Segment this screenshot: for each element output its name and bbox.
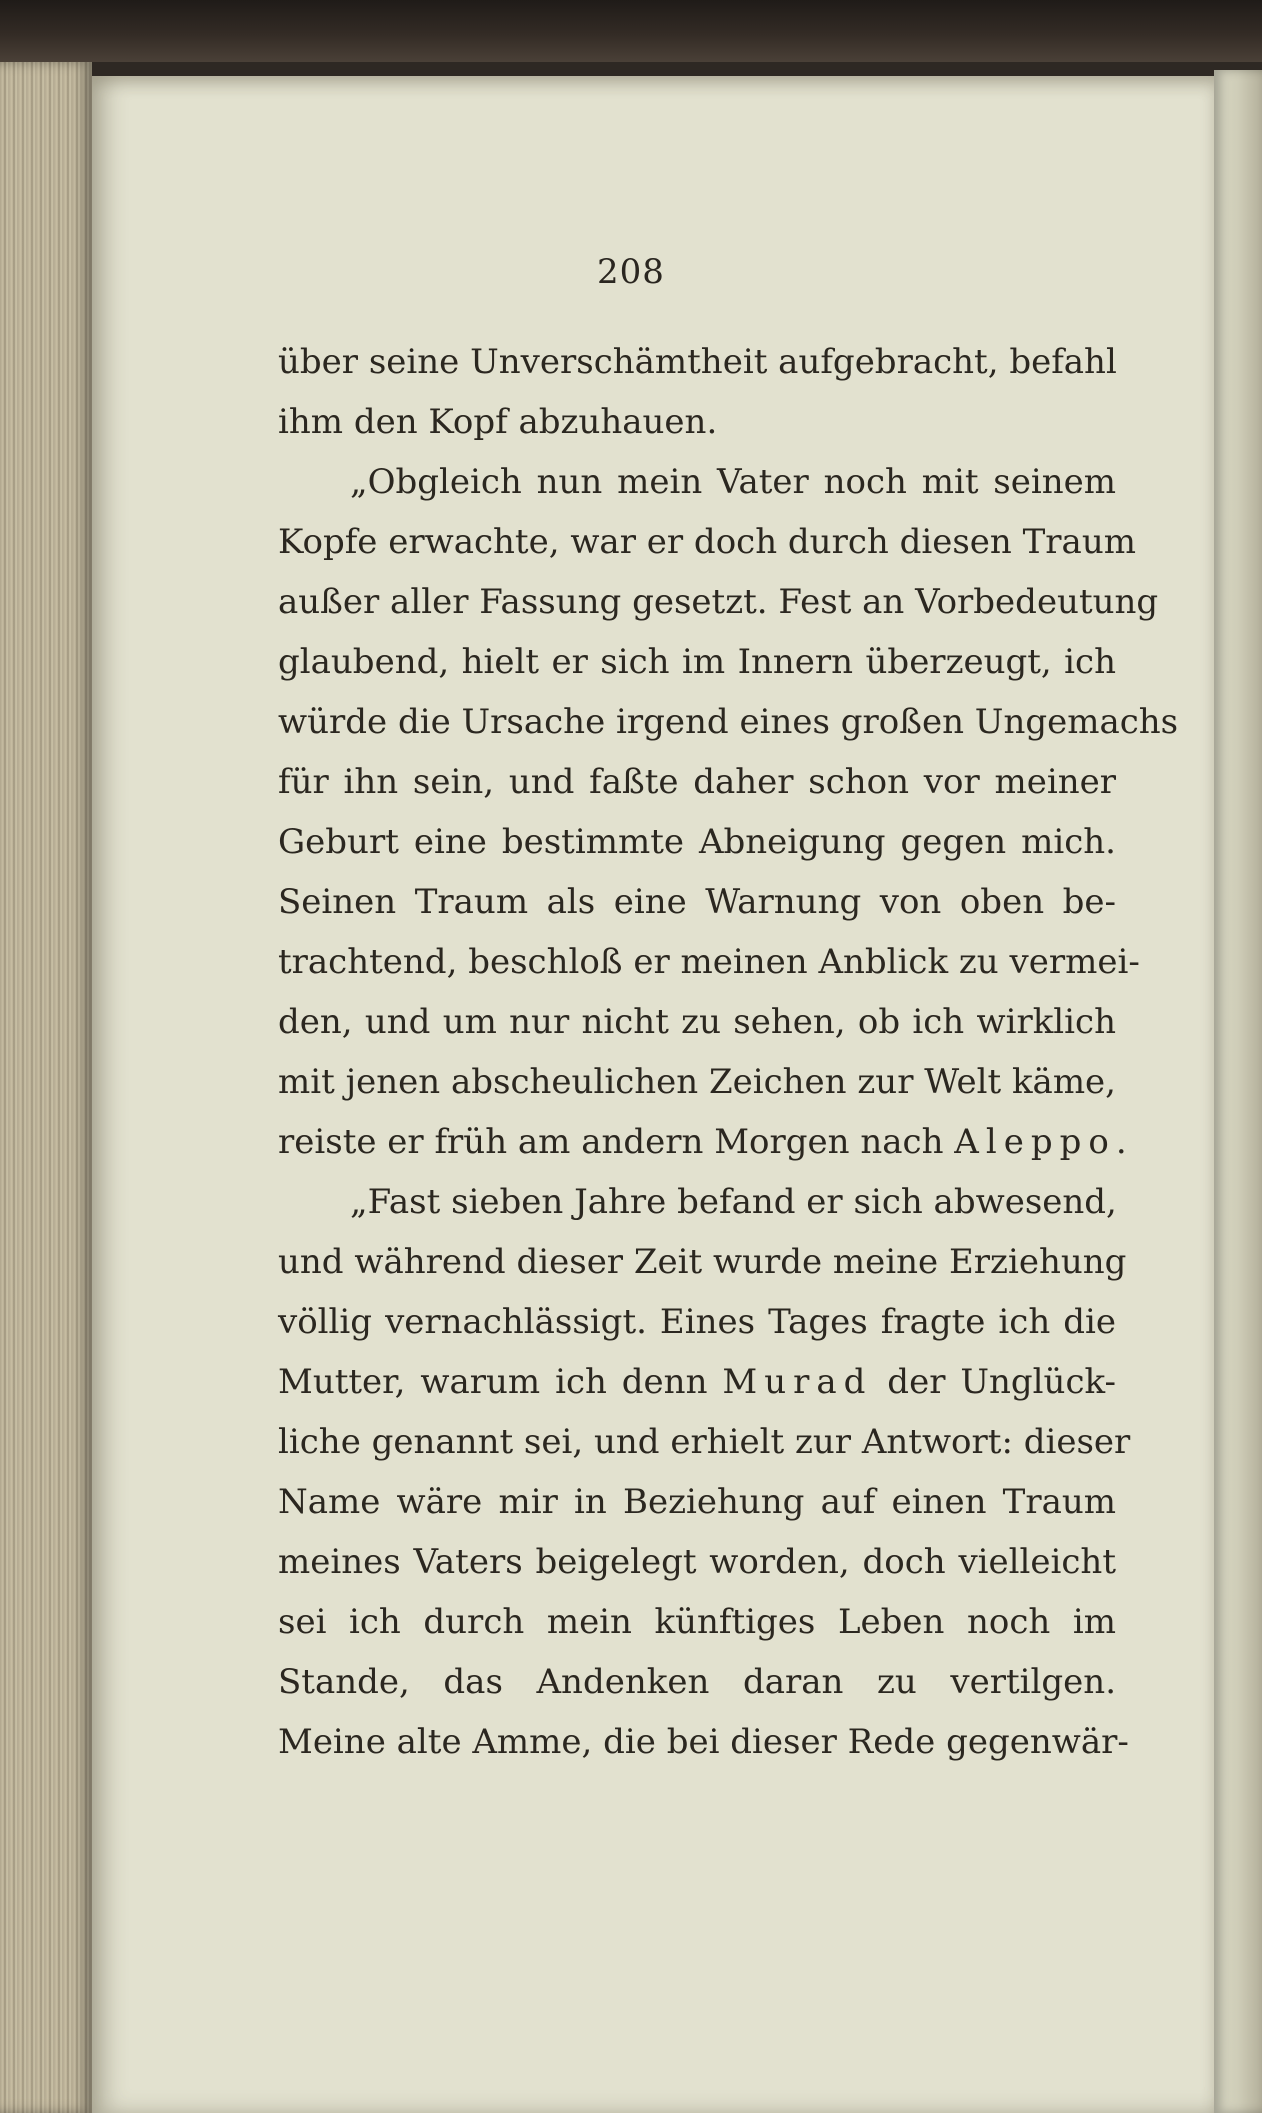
text-line: sei ich durch mein künftiges Leben noch im [278, 1602, 1116, 1642]
text-line: den, und um nur nicht zu sehen, ob ich wirklich [278, 1002, 1116, 1042]
text-line: ihm den Kopf abzuhauen. [278, 402, 718, 442]
text-line: „Fast sieben Jahre befand er sich abwesend, [350, 1182, 1117, 1222]
text-line: Name wäre mir in Beziehung auf einen Traum [278, 1482, 1116, 1522]
text-segment: . [1115, 1122, 1127, 1162]
spaced-place-name: Aleppo [954, 1122, 1116, 1162]
book-top-edge [0, 0, 1262, 62]
text-line: trachtend, beschloß er meinen Anblick zu vermei- [278, 942, 1140, 982]
text-line [278, 1352, 1116, 1412]
text-line: Stande, das Andenken daran zu vertilgen. [278, 1662, 1116, 1702]
text-segment: der Unglück- [872, 1362, 1116, 1402]
text-line: völlig vernachlässigt. Eines Tages fragte ich die [278, 1302, 1116, 1342]
text-segment: reiste er früh am andern Morgen nach [278, 1122, 955, 1162]
text-line: Seinen Traum als eine Warnung von oben be- [278, 882, 1116, 922]
facing-page-edge [1214, 70, 1262, 2113]
text-line: würde die Ursache irgend eines großen Ungemachs [278, 702, 1179, 742]
text-line: liche genannt sei, und erhielt zur Antwort: dieser [278, 1422, 1131, 1462]
text-line: Kopfe erwachte, war er doch durch diesen Traum [278, 522, 1136, 562]
text-line: meines Vaters beigelegt worden, doch vielleicht [278, 1542, 1116, 1582]
text-segment: Mutter, warum ich denn [278, 1362, 723, 1402]
spaced-person-name: Murad [722, 1362, 873, 1402]
page-number: 208 [597, 252, 665, 292]
body-text [278, 332, 1179, 1772]
text-line: mit jenen abscheulichen Zeichen zur Welt käme, [278, 1062, 1116, 1102]
page-edges-left [0, 62, 92, 2113]
text-line [278, 1112, 1127, 1172]
text-line: außer aller Fassung gesetzt. Fest an Vorbedeutung [278, 582, 1159, 622]
text-line: und während dieser Zeit wurde meine Erziehung [278, 1242, 1127, 1282]
text-line: Meine alte Amme, die bei dieser Rede gegenwär- [278, 1722, 1129, 1762]
text-line: über seine Unverschämtheit aufgebracht, befahl [278, 342, 1117, 382]
text-line: für ihn sein, und faßte daher schon vor meiner [278, 762, 1116, 802]
text-line: „Obgleich nun mein Vater noch mit seinem [350, 462, 1116, 502]
text-line: Geburt eine bestimmte Abneigung gegen mich. [278, 822, 1116, 862]
text-line: glaubend, hielt er sich im Innern überzeugt, ich [278, 642, 1116, 682]
